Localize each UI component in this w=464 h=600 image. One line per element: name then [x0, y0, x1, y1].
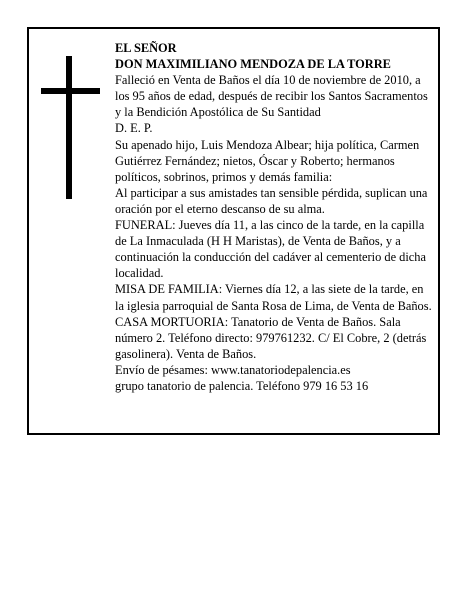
- deceased-name: DON MAXIMILIANO MENDOZA DE LA TORRE: [115, 57, 391, 72]
- paragraph-death-details: Falleció en Venta de Baños el día 10 de noviembre de 2010, a los 95 años de edad, después de recibir los Santos Sacramentos y la Bendición Apostólica de Su Santidad: [115, 73, 428, 120]
- paragraph-rip: D. E. P.: [115, 121, 153, 136]
- paragraph-prayer-request: Al participar a sus amistades tan sensible pérdida, suplican una oración por el eterno descanso de su alma.: [115, 185, 428, 216]
- cross-icon: [41, 56, 100, 199]
- paragraph-condolences: Envío de pésames: www.tanatoriodepalencia.es: [115, 362, 351, 377]
- paragraph-family-mass: MISA DE FAMILIA: Viernes día 12, a las siete de la tarde, en la iglesia parroquial de Santa Rosa de Lima, de Venta de Baños.: [115, 282, 432, 313]
- notice-text: [115, 40, 433, 394]
- cross-vertical-bar: [66, 56, 72, 199]
- cross-horizontal-bar: [41, 88, 100, 94]
- paragraph-phone: grupo tanatorio de palencia. Teléfono 979 16 53 16: [115, 378, 369, 393]
- paragraph-family: Su apenado hijo, Luis Mendoza Albear; hija política, Carmen Gutiérrez Fernández; nietos, Óscar y Roberto; hermanos políticos, sobrinos, primos y demás familia:: [115, 137, 420, 184]
- obituary-notice: [27, 27, 440, 435]
- paragraph-funeral: FUNERAL: Jueves día 11, a las cinco de la tarde, en la capilla de La Inmaculada (H H Maristas), de Venta de Baños, y a continuación la conducción del cadáver al cementerio de dicha localidad.: [115, 218, 426, 281]
- paragraph-funeral-home: CASA MORTUORIA: Tanatorio de Venta de Baños. Sala número 2. Teléfono directo: 979761232. C/ El Cobre, 2 (detrás gasolinera). Venta de Baños.: [115, 314, 427, 361]
- notice-title: EL SEÑOR: [115, 41, 177, 55]
